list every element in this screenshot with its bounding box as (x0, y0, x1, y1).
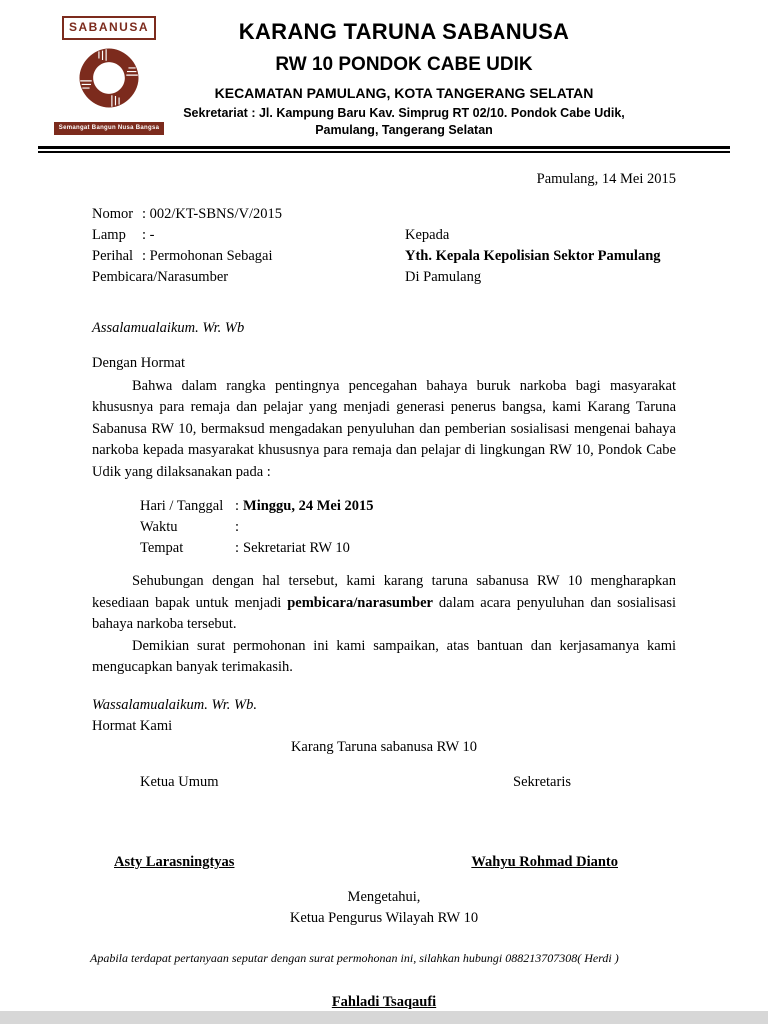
recipient-city: Di Pamulang (405, 269, 482, 286)
acknowledgement-signer-name: Fahladi Tsaqaufi (331, 993, 437, 1010)
detail-separator: : (235, 540, 240, 557)
paragraph-3: Demikian surat permohonan ini kami sampaikan, atas bantuan dan kerjasamanya kami mengucapkan banyak terimakasih. (92, 637, 676, 676)
nomor-value: : 002/KT-SBNS/V/2015 (142, 206, 283, 223)
perihal-label: Perihal (92, 248, 134, 265)
divider-thin-line (38, 151, 730, 153)
closing-respect: Hormat Kami (92, 717, 173, 734)
nomor-label: Nomor (92, 206, 134, 223)
detail-label: Tempat (140, 540, 184, 557)
org-subtitle: RW 10 PONDOK CABE UDIK (275, 53, 533, 75)
recipient-name: Yth. Kepala Kepolisian Sektor Pamulang (405, 248, 661, 265)
left-role: Ketua Umum (140, 773, 219, 790)
right-signer-name: Wahyu Rohmad Dianto (471, 854, 618, 871)
detail-row-date (140, 496, 676, 517)
detail-value: Sekretariat RW 10 (243, 540, 350, 557)
detail-label: Waktu (140, 519, 178, 536)
acknowledgement-line1: Mengetahui, (347, 888, 421, 905)
greeting: Dengan Hormat (92, 354, 186, 371)
scan-edge-artifact (0, 1011, 768, 1024)
right-role: Sekretaris (513, 773, 571, 790)
logo-wordmark: SABANUSA (62, 16, 156, 40)
paragraph-1: Bahwa dalam rangka pentingnya pencegahan bahaya buruk narkoba bagi masyarakat khususnya para remaja dan pelajar yang menjadi generasi penerus bangsa, kami Karang Taruna Sabanusa RW 10, bermaksud mengadakan penyuluhan dan pemberian sosialisasi mengenai bahaya narkoba kepada masyarakat khususnya para remaja dan pelajar di lingkungan RW 10, Pondok Cabe Udik yang dilaksanakan pada : (92, 377, 676, 480)
divider-thick-line (38, 146, 730, 149)
paragraph-2-text: Sehubungan dengan hal tersebut, kami karang taruna sabanusa RW 10 mengharapkan kesediaan bapak untuk menjadi (92, 573, 676, 611)
letterhead (0, 0, 768, 139)
detail-value: Minggu, 24 Mei 2015 (243, 498, 374, 515)
nomor-row (92, 204, 676, 225)
contact-footnote: Apabila terdapat pertanyaan seputar dengan surat permohonan ini, silahkan hubungi 088213707308( Herdi ) (90, 951, 619, 966)
org-logo (54, 16, 164, 135)
perihal-value: : Permohonan Sebagai (142, 248, 273, 265)
letterhead-divider (38, 146, 730, 153)
recipient-block (405, 225, 661, 288)
acknowledgement-line2: Ketua Pengurus Wilayah RW 10 (289, 910, 479, 927)
paragraph-2-emphasis: pembicara/narasumber (287, 594, 433, 611)
signature-org-line: Karang Taruna sabanusa RW 10 (290, 739, 478, 756)
opening-salutation: Assalamualaikum. Wr. Wb (92, 320, 245, 337)
hands-circle-icon (54, 42, 164, 121)
org-address-line1: Sekretariat : Jl. Kampung Baru Kav. Simprug RT 02/10. Pondok Cabe Udik, (183, 106, 625, 121)
signature-names (92, 852, 676, 873)
lamp-label: Lamp (92, 227, 126, 244)
lamp-value: : - (142, 227, 155, 244)
dateline: Pamulang, 14 Mei 2015 (536, 170, 676, 187)
detail-row-place (140, 538, 676, 559)
signature-roles (92, 772, 676, 793)
letter-meta (92, 204, 676, 292)
org-title: KARANG TARUNA SABANUSA (238, 19, 570, 44)
paragraph-2-text: dalam acara penyuluhan dan sosialisasi bahaya narkoba tersebut. (92, 594, 676, 633)
event-details (92, 496, 676, 559)
recipient-kepada: Kepada (405, 227, 450, 244)
perihal-continuation: Pembicara/Narasumber (92, 269, 229, 286)
letterhead-text (80, 16, 728, 139)
paragraph-2 (92, 571, 676, 635)
logo-tagline: Semangat Bangun Nusa Bangsa (54, 122, 164, 135)
detail-label: Hari / Tanggal (140, 498, 224, 515)
closing-salutation: Wassalamualaikum. Wr. Wb. (92, 696, 258, 713)
detail-row-time (140, 517, 676, 538)
detail-separator: : (235, 498, 240, 515)
org-address-line2: Pamulang, Tangerang Selatan (315, 123, 493, 138)
detail-separator: : (235, 519, 240, 536)
org-district: KECAMATAN PAMULANG, KOTA TANGERANG SELATAN (214, 84, 594, 101)
left-signer-name: Asty Larasningtyas (114, 854, 235, 871)
letter-body (0, 169, 768, 1014)
